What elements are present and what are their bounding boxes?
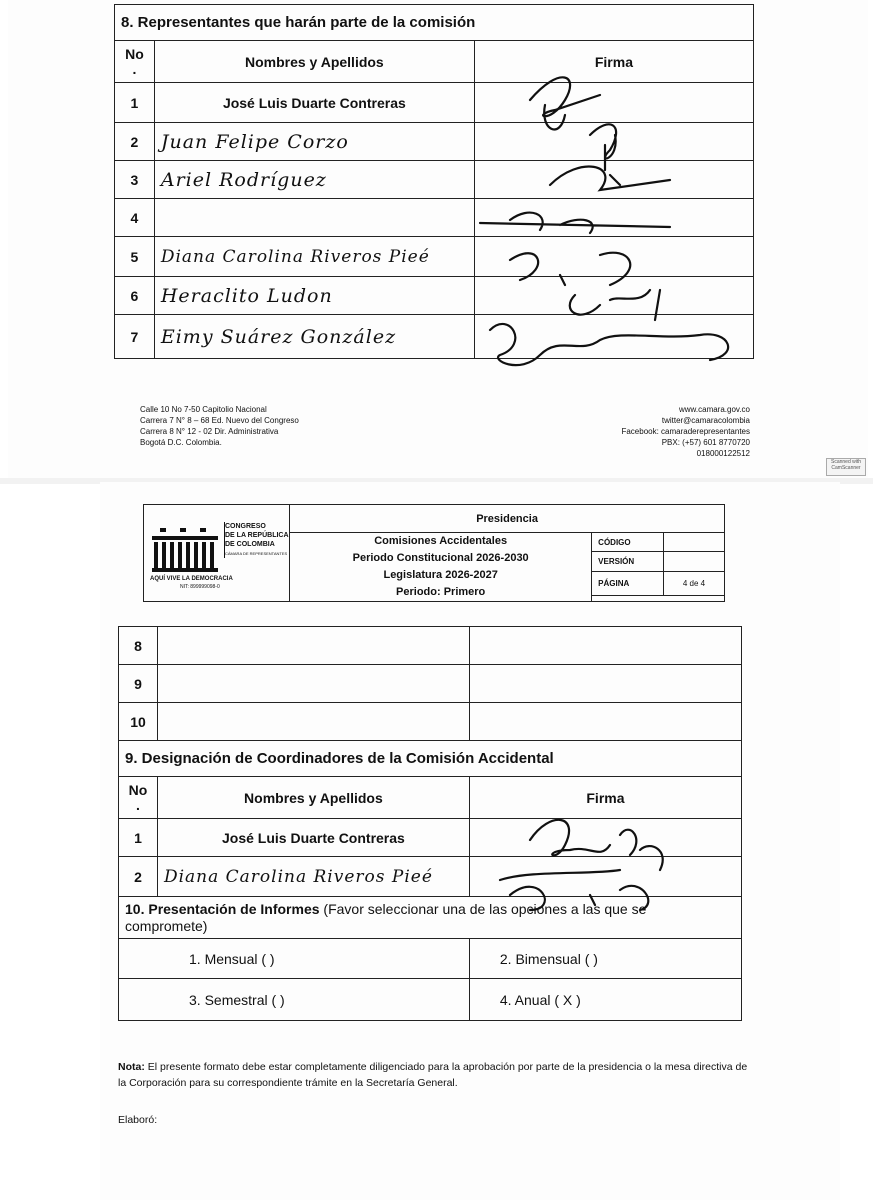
footer-contact-line: twitter@camaracolombia <box>661 416 750 425</box>
footer-address-line: Carrera 8 N° 12 - 02 Dir. Administrativa <box>140 427 279 436</box>
section-9-title: 9. Designación de Coordinadores de la Comisión Accidental <box>119 741 742 777</box>
row-number: 8 <box>119 627 158 665</box>
signature-stroke <box>570 290 660 320</box>
section-8-title: 8. Representantes que harán parte de la comisión <box>115 5 754 41</box>
logo-line: DE LA REPÚBLICA <box>225 532 289 539</box>
signature-stroke <box>590 124 616 170</box>
row-number: 10 <box>119 703 158 741</box>
scanner-badge: Scanned with CamScanner <box>826 458 866 476</box>
footer-address-line: Calle 10 No 7-50 Capitolio Nacional <box>140 405 267 414</box>
header-line: Legislatura 2026-2027 <box>383 569 498 581</box>
option-semestral[interactable]: 3. Semestral ( ) <box>119 979 470 1021</box>
row-name: Diana Carolina Riveros Pieé <box>157 857 469 897</box>
footer-address <box>140 404 299 448</box>
logo-line: CONGRESO <box>225 523 266 530</box>
signature-stroke <box>530 820 663 870</box>
col-no-header: No . <box>115 41 155 83</box>
note-paragraph <box>118 1059 748 1091</box>
footer-address-line: Bogotá D.C. Colombia. <box>140 438 222 447</box>
section-10-hint-2: compromete) <box>125 917 208 934</box>
codigo-value <box>663 533 724 552</box>
footer-contact <box>560 404 750 459</box>
option-anual[interactable]: 4. Anual ( X ) <box>469 979 741 1021</box>
row-name: José Luis Duarte Contreras <box>157 819 469 857</box>
row-signature <box>469 703 741 741</box>
header-line: Comisiones Accidentales <box>374 535 508 547</box>
logo-line: DE COLOMBIA <box>225 541 275 548</box>
section-10-label: 10. Presentación de Informes <box>125 900 320 917</box>
codigo-label: CÓDIGO <box>592 533 664 552</box>
footer-contact-line: www.camara.gov.co <box>679 405 750 414</box>
row-signature <box>469 627 741 665</box>
congreso-logo <box>150 522 290 600</box>
signature-stroke <box>550 166 670 190</box>
row-name <box>157 627 469 665</box>
header-spacer <box>592 595 725 601</box>
col-sign-header: Firma <box>474 41 753 83</box>
row-name: Heraclito Ludon <box>154 277 474 315</box>
footer-address-line: Carrera 7 N° 8 – 68 Ed. Nuevo del Congreso <box>140 416 299 425</box>
signatures-page-one <box>470 55 770 395</box>
footer-contact-line: Facebook: camaraderepresentantes <box>621 427 750 436</box>
option-mensual[interactable]: 1. Mensual ( ) <box>119 939 470 979</box>
row-name: Juan Felipe Corzo <box>154 123 474 161</box>
elaboro-label: Elaboró: <box>118 1114 158 1126</box>
row-number: 5 <box>115 237 155 277</box>
table-row <box>119 703 742 741</box>
row-number: 9 <box>119 665 158 703</box>
row-number: 1 <box>115 83 155 123</box>
signature-stroke <box>530 77 600 129</box>
signature-stroke <box>490 324 728 365</box>
col-names-header: Nombres y Apellidos <box>157 777 469 819</box>
row-number: 2 <box>115 123 155 161</box>
table-row <box>119 665 742 703</box>
row-number: 2 <box>119 857 158 897</box>
header-line: Periodo: Primero <box>396 586 486 598</box>
signature-stroke <box>500 870 648 910</box>
col-sign-header: Firma <box>469 777 741 819</box>
signature-stroke <box>480 213 670 233</box>
version-label: VERSIÓN <box>592 552 664 571</box>
footer-contact-line: 018000122512 <box>696 449 750 458</box>
header-info <box>290 533 592 602</box>
pagina-value: 4 de 4 <box>663 571 724 595</box>
signature-stroke <box>510 253 630 285</box>
logo-nit: NIT: 899999098-0 <box>180 584 220 590</box>
note-label: Nota: <box>118 1061 145 1073</box>
header-line: Periodo Constitucional 2026-2030 <box>352 552 529 564</box>
signatures-page-two <box>470 800 720 920</box>
section-10-hint: (Favor seleccionar una de las opciones a las que se <box>323 900 647 917</box>
pagina-label: PÁGINA <box>592 571 664 595</box>
table-row <box>119 627 742 665</box>
note-text: El presente formato debe estar completamente diligenciado para la aprobación por parte de la presidencia o la mesa directiva de la Corporación para su correspondiente trámite en la Secretaría General. <box>118 1061 748 1089</box>
row-name: Eimy Suárez González <box>154 315 474 359</box>
row-name <box>157 703 469 741</box>
version-value <box>663 552 724 571</box>
logo-motto: AQUÍ VIVE LA DEMOCRACIA <box>150 576 233 582</box>
row-number: 4 <box>115 199 155 237</box>
footer-contact-line: PBX: (+57) 601 8770720 <box>661 438 750 447</box>
header-presidencia: Presidencia <box>290 505 725 533</box>
row-name: Diana Carolina Riveros Pieé <box>154 237 474 277</box>
row-number: 6 <box>115 277 155 315</box>
row-number: 7 <box>115 315 155 359</box>
row-name <box>157 665 469 703</box>
row-name <box>154 199 474 237</box>
row-signature <box>469 665 741 703</box>
option-bimensual[interactable]: 2. Bimensual ( ) <box>469 939 741 979</box>
capitol-icon <box>150 524 220 574</box>
row-number: 1 <box>119 819 158 857</box>
row-name: Ariel Rodríguez <box>154 161 474 199</box>
col-no-header: No . <box>119 777 158 819</box>
logo-text <box>224 522 293 558</box>
col-names-header: Nombres y Apellidos <box>154 41 474 83</box>
row-name: José Luis Duarte Contreras <box>154 83 474 123</box>
logo-line: CÁMARA DE REPRESENTANTES <box>225 551 288 556</box>
row-number: 3 <box>115 161 155 199</box>
